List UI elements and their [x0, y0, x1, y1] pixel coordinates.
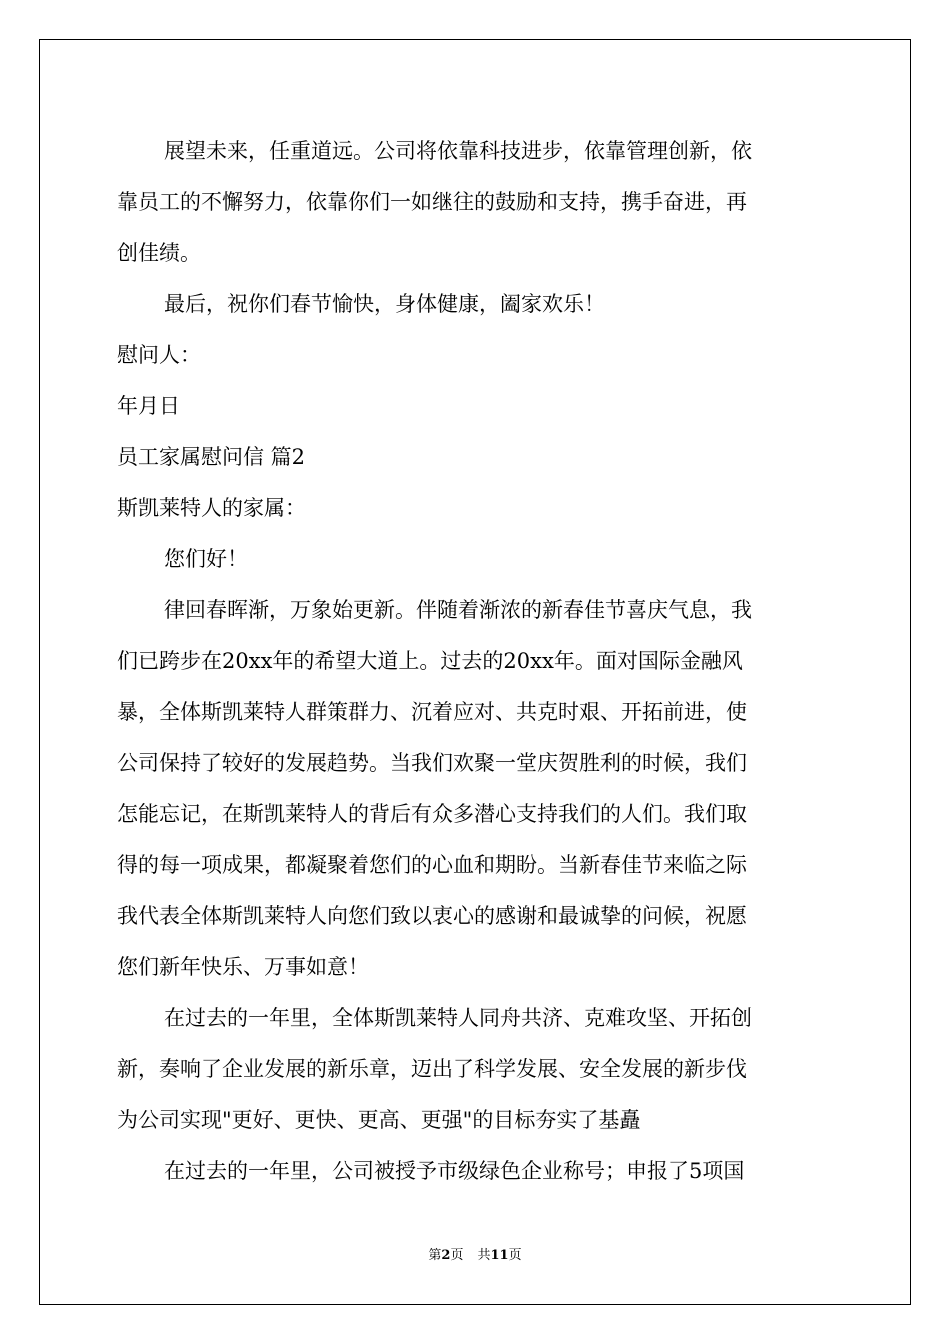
document-body: [117, 126, 833, 1197]
paragraph-line: 创佳绩。: [117, 241, 201, 265]
paragraph-line: 律回春晖渐，万象始更新。伴随着渐浓的新春佳节喜庆气息，我: [164, 598, 752, 622]
greeting: 您们好！: [164, 547, 248, 571]
paragraph-line: 最后，祝你们春节愉快，身体健康，阖家欢乐！: [164, 292, 605, 316]
page-suffix: 页: [450, 1248, 464, 1263]
salutation: 斯凯莱特人的家属：: [117, 496, 306, 520]
paragraph-line: 新，奏响了企业发展的新乐章，迈出了科学发展、安全发展的新步伐: [117, 1057, 747, 1081]
paragraph-line: 在过去的一年里，全体斯凯莱特人同舟共济、克难攻坚、开拓创: [164, 1006, 752, 1030]
total-pages: 11: [490, 1248, 509, 1263]
total-suffix: 页: [508, 1248, 522, 1263]
paragraph-line: 靠员工的不懈努力，依靠你们一如继往的鼓励和支持，携手奋进，再: [117, 190, 747, 214]
date-label: 年月日: [117, 394, 180, 418]
section-title: 员工家属慰问信 篇2: [117, 445, 306, 469]
paragraph-line: 暴，全体斯凯莱特人群策群力、沉着应对、共克时艰、开拓前进，使: [117, 700, 747, 724]
paragraph-line: 们已跨步在20xx年的希望大道上。过去的20xx年。面对国际金融风: [117, 649, 743, 673]
paragraph-line: 怎能忘记，在斯凯莱特人的背后有众多潜心支持我们的人们。我们取: [117, 802, 747, 826]
paragraph-line: 您们新年快乐、万事如意！: [117, 955, 369, 979]
paragraph-line: 我代表全体斯凯莱特人向您们致以衷心的感谢和最诚挚的问候，祝愿: [117, 904, 747, 928]
page-prefix: 第: [428, 1248, 442, 1263]
total-prefix: 共: [477, 1248, 491, 1263]
paragraph-line: 展望未来，任重道远。公司将依靠科技进步，依靠管理创新，依: [164, 139, 752, 163]
signature-label: 慰问人：: [117, 343, 201, 367]
paragraph-line: 得的每一项成果，都凝聚着您们的心血和期盼。当新春佳节来临之际: [117, 853, 747, 877]
paragraph-line: 公司保持了较好的发展趋势。当我们欢聚一堂庆贺胜利的时候，我们: [117, 751, 747, 775]
page-footer: [0, 1247, 950, 1265]
paragraph-line: 在过去的一年里，公司被授予市级绿色企业称号；申报了5项国: [164, 1159, 745, 1183]
paragraph-line: 为公司实现"更好、更快、更高、更强"的目标夯实了基矗: [117, 1108, 641, 1132]
page-number: 2: [441, 1248, 451, 1263]
